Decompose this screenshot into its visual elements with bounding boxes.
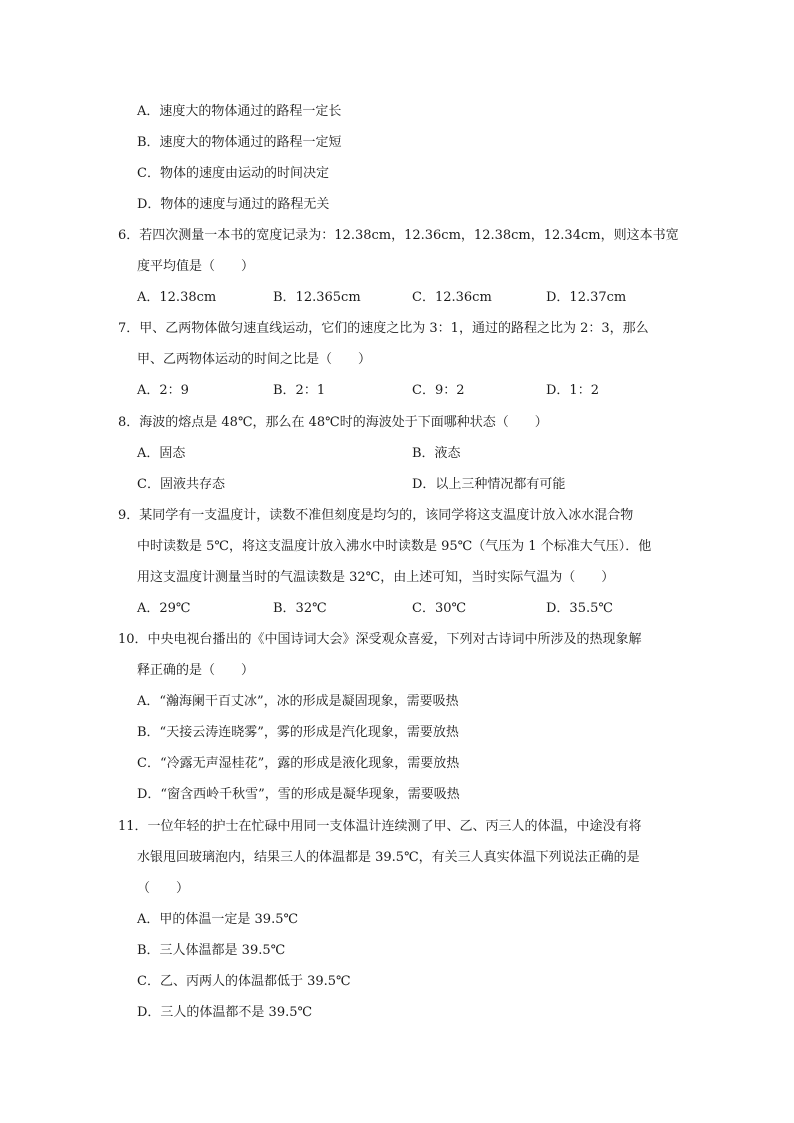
q11-option-c: C．乙、丙两人的体温都低于 39.5℃ — [137, 974, 351, 989]
q6-option-a: A．12.38cm — [137, 290, 217, 305]
q10-stem-line-2: 释正确的是（ ） — [137, 663, 255, 678]
q11-option-b: B．三人体温都是 39.5℃ — [137, 943, 286, 958]
q8-option-d: D．以上三种情况都有可能 — [412, 477, 566, 492]
q8-option-b: B．液态 — [412, 446, 461, 461]
q9-option-c: C．30℃ — [412, 601, 467, 616]
q6-stem-line-2: 度平均值是（ ） — [137, 259, 255, 274]
q10-stem-line-1: 10．中央电视台播出的《中国诗词大会》深受观众喜爱，下列对古诗词中所涉及的热现象解 — [118, 632, 642, 647]
q9-option-b: B．32℃ — [273, 601, 327, 616]
q10-option-a: A．“瀚海阑干百丈冰”，冰的形成是凝固现象，需要吸热 — [137, 694, 459, 709]
q7-option-b: B．2：1 — [273, 383, 326, 398]
q11-stem-line-1: 11．一位年轻的护士在忙碌中用同一支体温计连续测了甲、乙、丙三人的体温，中途没有将 — [118, 819, 642, 834]
q9-stem-line-1: 9．某同学有一支温度计，读数不准但刻度是均匀的，该同学将这支温度计放入冰水混合物 — [118, 508, 634, 523]
q11-option-a: A．甲的体温一定是 39.5℃ — [137, 912, 299, 927]
q9-stem-line-3: 用这支温度计测量当时的气温读数是 32℃，由上述可知，当时实际气温为（ ） — [137, 570, 615, 585]
q7-option-c: C．9：2 — [412, 383, 465, 398]
q9-option-d: D．35.5℃ — [546, 601, 613, 616]
q8-option-c: C．固液共存态 — [137, 477, 225, 492]
q5-option-c: C．物体的速度由运动的时间决定 — [137, 166, 329, 181]
q9-option-a: A．29℃ — [137, 601, 191, 616]
q5-option-b: B．速度大的物体通过的路程一定短 — [137, 135, 342, 150]
q5-option-d: D．物体的速度与通过的路程无关 — [137, 197, 330, 212]
q7-stem-line-1: 7．甲、乙两物体做匀速直线运动，它们的速度之比为 3：1，通过的路程之比为 2：3，那么 — [118, 321, 649, 336]
q5-option-a: A．速度大的物体通过的路程一定长 — [137, 104, 342, 119]
q11-stem-line-2: 水银甩回玻璃泡内，结果三人的体温都是 39.5℃，有关三人真实体温下列说法正确的是 — [137, 850, 640, 865]
q6-stem-line-1: 6．若四次测量一本书的宽度记录为：12.38cm，12.36cm，12.38cm，12.34cm，则这本书宽 — [118, 228, 679, 243]
q9-stem-line-2: 中时读数是 5℃，将这支温度计放入沸水中时读数是 95℃（气压为 1 个标准大气压）．他 — [137, 539, 652, 554]
q10-option-c: C．“冷露无声湿桂花”，露的形成是液化现象，需要放热 — [137, 756, 460, 771]
q7-stem-line-2: 甲、乙两物体运动的时间之比是（ ） — [137, 352, 372, 367]
q11-option-d: D．三人的体温都不是 39.5℃ — [137, 1005, 313, 1020]
q6-option-c: C．12.36cm — [412, 290, 492, 305]
q11-stem-line-3: （ ） — [137, 881, 190, 896]
q6-option-d: D．12.37cm — [546, 290, 627, 305]
q7-option-a: A．2：9 — [137, 383, 189, 398]
q7-option-d: D．1：2 — [546, 383, 599, 398]
q10-option-d: D．“窗含西岭千秋雪”，雪的形成是凝华现象，需要吸热 — [137, 787, 460, 802]
q8-option-a: A．固态 — [137, 446, 186, 461]
q8-stem-line-1: 8．海波的熔点是 48℃，那么在 48℃时的海波处于下面哪种状态（ ） — [118, 415, 548, 430]
q10-option-b: B．“天接云涛连晓雾”，雾的形成是汽化现象，需要放热 — [137, 725, 459, 740]
q6-option-b: B．12.365cm — [273, 290, 361, 305]
